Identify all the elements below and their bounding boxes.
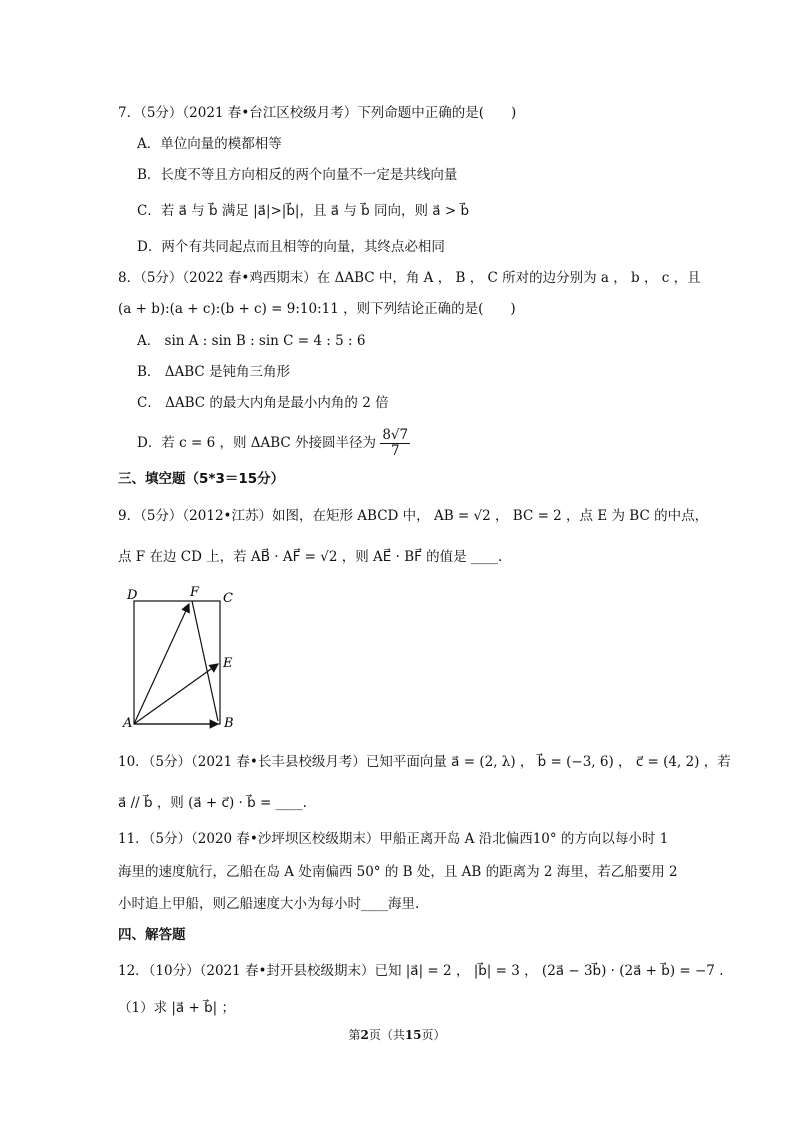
q11-line2: 海里的速度航行，乙船在岛 A 处南偏西 50° 的 B 处，且 AB 的距离为 2 海里，若乙船要用 2 <box>118 864 678 880</box>
q7-option-c: C．若 a⃗ 与 b⃗ 满足 |a⃗|>|b⃗|，且 a⃗ 与 b⃗ 同向，则 a⃗ > b⃗ <box>137 203 470 219</box>
page-footer <box>0 1026 794 1043</box>
q10-stem-line1: 10．（5分）（2021 春•长丰县校级月考）已知平面向量 a⃗ = (2, λ) ， b⃗ = (−3, 6) ， c⃗ = (4, 2) ，若 <box>118 754 731 770</box>
label-b: B <box>224 716 234 730</box>
q8-option-a: A． sin A : sin B : sin C = 4 : 5 : 6 <box>137 333 366 349</box>
q7-option-a: A．单位向量的模都相等 <box>137 136 282 152</box>
label-a: A <box>123 716 133 730</box>
label-f: F <box>190 585 200 600</box>
q12-part-1: （1）求 |a⃗ + b⃗| ； <box>118 1000 236 1016</box>
vector-af <box>134 604 189 724</box>
q8-option-b: B． ΔABC 是钝角三角形 <box>137 364 291 380</box>
footer-prefix: 第 <box>348 1028 361 1042</box>
q8-stem-line1: 8．（5分）（2022 春•鸡西期末）在 ΔABC 中，角 A ， B ， C 所对的边分别为 a ， b ， c ，且 <box>118 270 701 286</box>
footer-middle: 页（共 <box>368 1028 405 1042</box>
vector-ae <box>134 664 218 724</box>
q10-stem-line2: a⃗ // b⃗ ，则 (a⃗ + c⃗) · b⃗ = ____. <box>118 795 307 811</box>
q7-option-d: D．两个有共同起点而且相等的向量，其终点必相同 <box>137 239 445 255</box>
fraction-denominator: 7 <box>390 443 400 459</box>
q8-option-d <box>137 428 410 459</box>
q8-stem-line2: (a + b):(a + c):(b + c) = 9:10:11 ，则下列结论正确的是( ) <box>118 301 516 317</box>
segment-fb <box>192 601 218 721</box>
q7-stem: 7．（5分）（2021 春•台江区校级月考）下列命题中正确的是( ) <box>118 105 517 121</box>
q9-stem-line1: 9．（5分）（2012•江苏）如图，在矩形 ABCD 中， AB = √2 ， BC = 2 ，点 E 为 BC 的中点， <box>118 508 709 524</box>
q11-line3: 小时追上甲船，则乙船速度大小为每小时____海里. <box>118 896 420 912</box>
q8-option-d-text: D．若 c = 6 ，则 ΔABC 外接圆半径为 <box>137 435 377 451</box>
section-3-heading: 三、填空题（5*3＝15分） <box>118 471 285 487</box>
q12-stem: 12．（10分）（2021 春•封开县校级期末）已知 |a⃗| = 2 ， |b⃗| = 3 ， (2a⃗ − 3b⃗) · (2a⃗ + b⃗) = −7 . <box>118 963 724 979</box>
footer-suffix: 页） <box>421 1028 446 1042</box>
q11-line1: 11．（5分）（2020 春•沙坪坝区校级期末）甲船正离开岛 A 沿北偏西10° 的方向以每小时 1 <box>118 831 669 847</box>
rectangle-abcd <box>134 601 220 724</box>
footer-page-number: 2 <box>360 1028 369 1042</box>
fraction-numerator: 8√7 <box>382 427 409 443</box>
q9-rectangle-figure <box>118 584 248 730</box>
label-d: D <box>127 588 138 603</box>
label-e: E <box>223 656 233 671</box>
radius-fraction <box>380 428 410 459</box>
q7-option-b: B．长度不等且方向相反的两个向量不一定是共线向量 <box>137 167 458 183</box>
footer-total-pages: 15 <box>404 1028 422 1042</box>
label-c: C <box>223 591 233 606</box>
section-4-heading: 四、解答题 <box>118 927 186 943</box>
q9-stem-line2: 点 F 在边 CD 上，若 AB⃗ · AF⃗ = √2 ，则 AE⃗ · BF⃗ 的值是 ____. <box>118 549 503 565</box>
q8-option-c: C． ΔABC 的最大内角是最小内角的 2 倍 <box>137 395 389 411</box>
